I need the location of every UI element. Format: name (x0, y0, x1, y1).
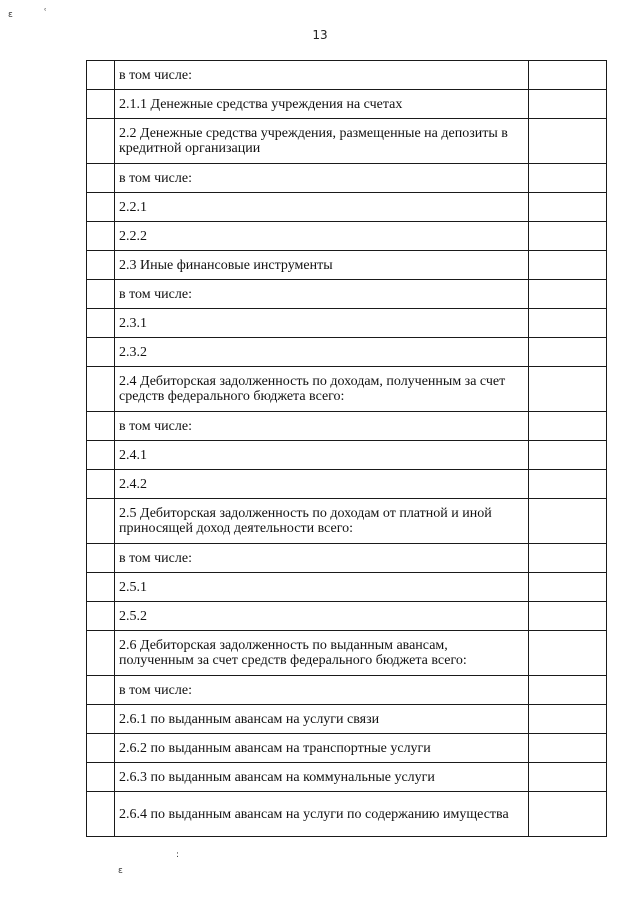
row-value-cell (529, 573, 607, 602)
row-number-cell (87, 193, 115, 222)
row-label: в том числе: (119, 286, 192, 302)
row-number-cell (87, 251, 115, 280)
table-row (87, 119, 607, 164)
row-value-cell (529, 61, 607, 90)
row-number-cell (87, 676, 115, 705)
row-value-cell (529, 280, 607, 309)
row-label-cell (115, 544, 529, 573)
row-number-cell (87, 90, 115, 119)
row-label: 2.6.2 по выданным авансам на транспортные услуги (119, 740, 431, 756)
row-number-cell (87, 631, 115, 676)
row-label: в том числе: (119, 682, 192, 698)
table-row (87, 602, 607, 631)
row-value-cell (529, 251, 607, 280)
table-row (87, 412, 607, 441)
row-label-cell (115, 470, 529, 499)
row-number-cell (87, 792, 115, 837)
table-row (87, 367, 607, 412)
row-label: 2.6.3 по выданным авансам на коммунальные услуги (119, 769, 435, 785)
row-number-cell (87, 441, 115, 470)
row-label-cell (115, 792, 529, 837)
scan-mark: : (176, 850, 180, 860)
row-value-cell (529, 119, 607, 164)
row-label: 2.6.1 по выданным авансам на услуги связи (119, 711, 380, 727)
row-label-cell (115, 61, 529, 90)
row-value-cell (529, 631, 607, 676)
scan-mark: ʿ (44, 8, 47, 18)
row-label-cell (115, 193, 529, 222)
row-label-cell (115, 338, 529, 367)
row-label-cell (115, 734, 529, 763)
financial-indicators-table (86, 60, 607, 837)
row-number-cell (87, 280, 115, 309)
row-number-cell (87, 734, 115, 763)
table-row (87, 544, 607, 573)
row-number-cell (87, 119, 115, 164)
table-row (87, 676, 607, 705)
row-value-cell (529, 470, 607, 499)
row-label-cell (115, 499, 529, 544)
table-body (87, 61, 607, 837)
row-number-cell (87, 222, 115, 251)
row-value-cell (529, 763, 607, 792)
row-label-cell (115, 573, 529, 602)
row-value-cell (529, 309, 607, 338)
table-row (87, 734, 607, 763)
row-label-cell (115, 222, 529, 251)
row-value-cell (529, 441, 607, 470)
row-label: 2.5 Дебиторская задолженность по доходам от платной и иной приносящей доход деятельности всего: (119, 506, 492, 536)
row-value-cell (529, 193, 607, 222)
row-number-cell (87, 470, 115, 499)
row-label-cell (115, 705, 529, 734)
row-label-cell (115, 309, 529, 338)
table-row (87, 470, 607, 499)
row-number-cell (87, 499, 115, 544)
row-label-cell (115, 602, 529, 631)
table-row (87, 222, 607, 251)
table-row (87, 251, 607, 280)
scan-mark: ɛ (118, 866, 123, 876)
row-label: 2.4.1 (119, 447, 147, 463)
row-label-cell (115, 441, 529, 470)
row-label: в том числе: (119, 67, 192, 83)
row-value-cell (529, 792, 607, 837)
row-value-cell (529, 602, 607, 631)
row-value-cell (529, 734, 607, 763)
row-label: в том числе: (119, 170, 192, 186)
row-number-cell (87, 164, 115, 193)
row-value-cell (529, 338, 607, 367)
row-number-cell (87, 367, 115, 412)
table-row (87, 631, 607, 676)
row-label: 2.3.2 (119, 344, 147, 360)
row-value-cell (529, 705, 607, 734)
row-value-cell (529, 222, 607, 251)
row-number-cell (87, 61, 115, 90)
row-value-cell (529, 676, 607, 705)
row-label: 2.2.1 (119, 199, 147, 215)
row-number-cell (87, 705, 115, 734)
page-number: 13 (312, 28, 328, 42)
row-label: 2.5.2 (119, 608, 147, 624)
row-label: 2.4 Дебиторская задолженность по доходам, полученным за счет средств федерального бюджета всего: (119, 374, 506, 404)
row-label-cell (115, 119, 529, 164)
table-row (87, 338, 607, 367)
table-row (87, 90, 607, 119)
table-row (87, 61, 607, 90)
row-label: 2.2.2 (119, 228, 147, 244)
row-label: 2.3.1 (119, 315, 147, 331)
row-label-cell (115, 763, 529, 792)
row-value-cell (529, 412, 607, 441)
row-label-cell (115, 280, 529, 309)
row-label: 2.1.1 Денежные средства учреждения на счетах (119, 96, 403, 112)
row-label-cell (115, 412, 529, 441)
row-value-cell (529, 367, 607, 412)
table-row (87, 193, 607, 222)
table-row (87, 441, 607, 470)
row-number-cell (87, 309, 115, 338)
table-row (87, 280, 607, 309)
row-number-cell (87, 763, 115, 792)
row-value-cell (529, 90, 607, 119)
row-number-cell (87, 338, 115, 367)
row-label: 2.5.1 (119, 579, 147, 595)
row-value-cell (529, 499, 607, 544)
row-label: в том числе: (119, 418, 192, 434)
row-label: 2.2 Денежные средства учреждения, размещенные на депозиты в кредитной организации (119, 126, 508, 156)
table-row (87, 164, 607, 193)
table-row (87, 499, 607, 544)
row-number-cell (87, 544, 115, 573)
row-label: 2.6.4 по выданным авансам на услуги по содержанию имущества (119, 806, 509, 822)
table-row (87, 573, 607, 602)
row-label: 2.3 Иные финансовые инструменты (119, 257, 333, 273)
row-value-cell (529, 544, 607, 573)
scan-mark: ε (8, 10, 13, 20)
table-row (87, 792, 607, 837)
row-value-cell (529, 164, 607, 193)
row-label-cell (115, 164, 529, 193)
row-label-cell (115, 367, 529, 412)
row-label-cell (115, 676, 529, 705)
table-row (87, 705, 607, 734)
table-row (87, 309, 607, 338)
row-label: 2.6 Дебиторская задолженность по выданным авансам, полученным за счет средств федерального бюджета всего: (119, 638, 467, 668)
row-label-cell (115, 251, 529, 280)
row-number-cell (87, 602, 115, 631)
row-label-cell (115, 90, 529, 119)
row-label-cell (115, 631, 529, 676)
row-label: 2.4.2 (119, 476, 147, 492)
row-label: в том числе: (119, 550, 192, 566)
row-number-cell (87, 573, 115, 602)
table-row (87, 763, 607, 792)
row-number-cell (87, 412, 115, 441)
